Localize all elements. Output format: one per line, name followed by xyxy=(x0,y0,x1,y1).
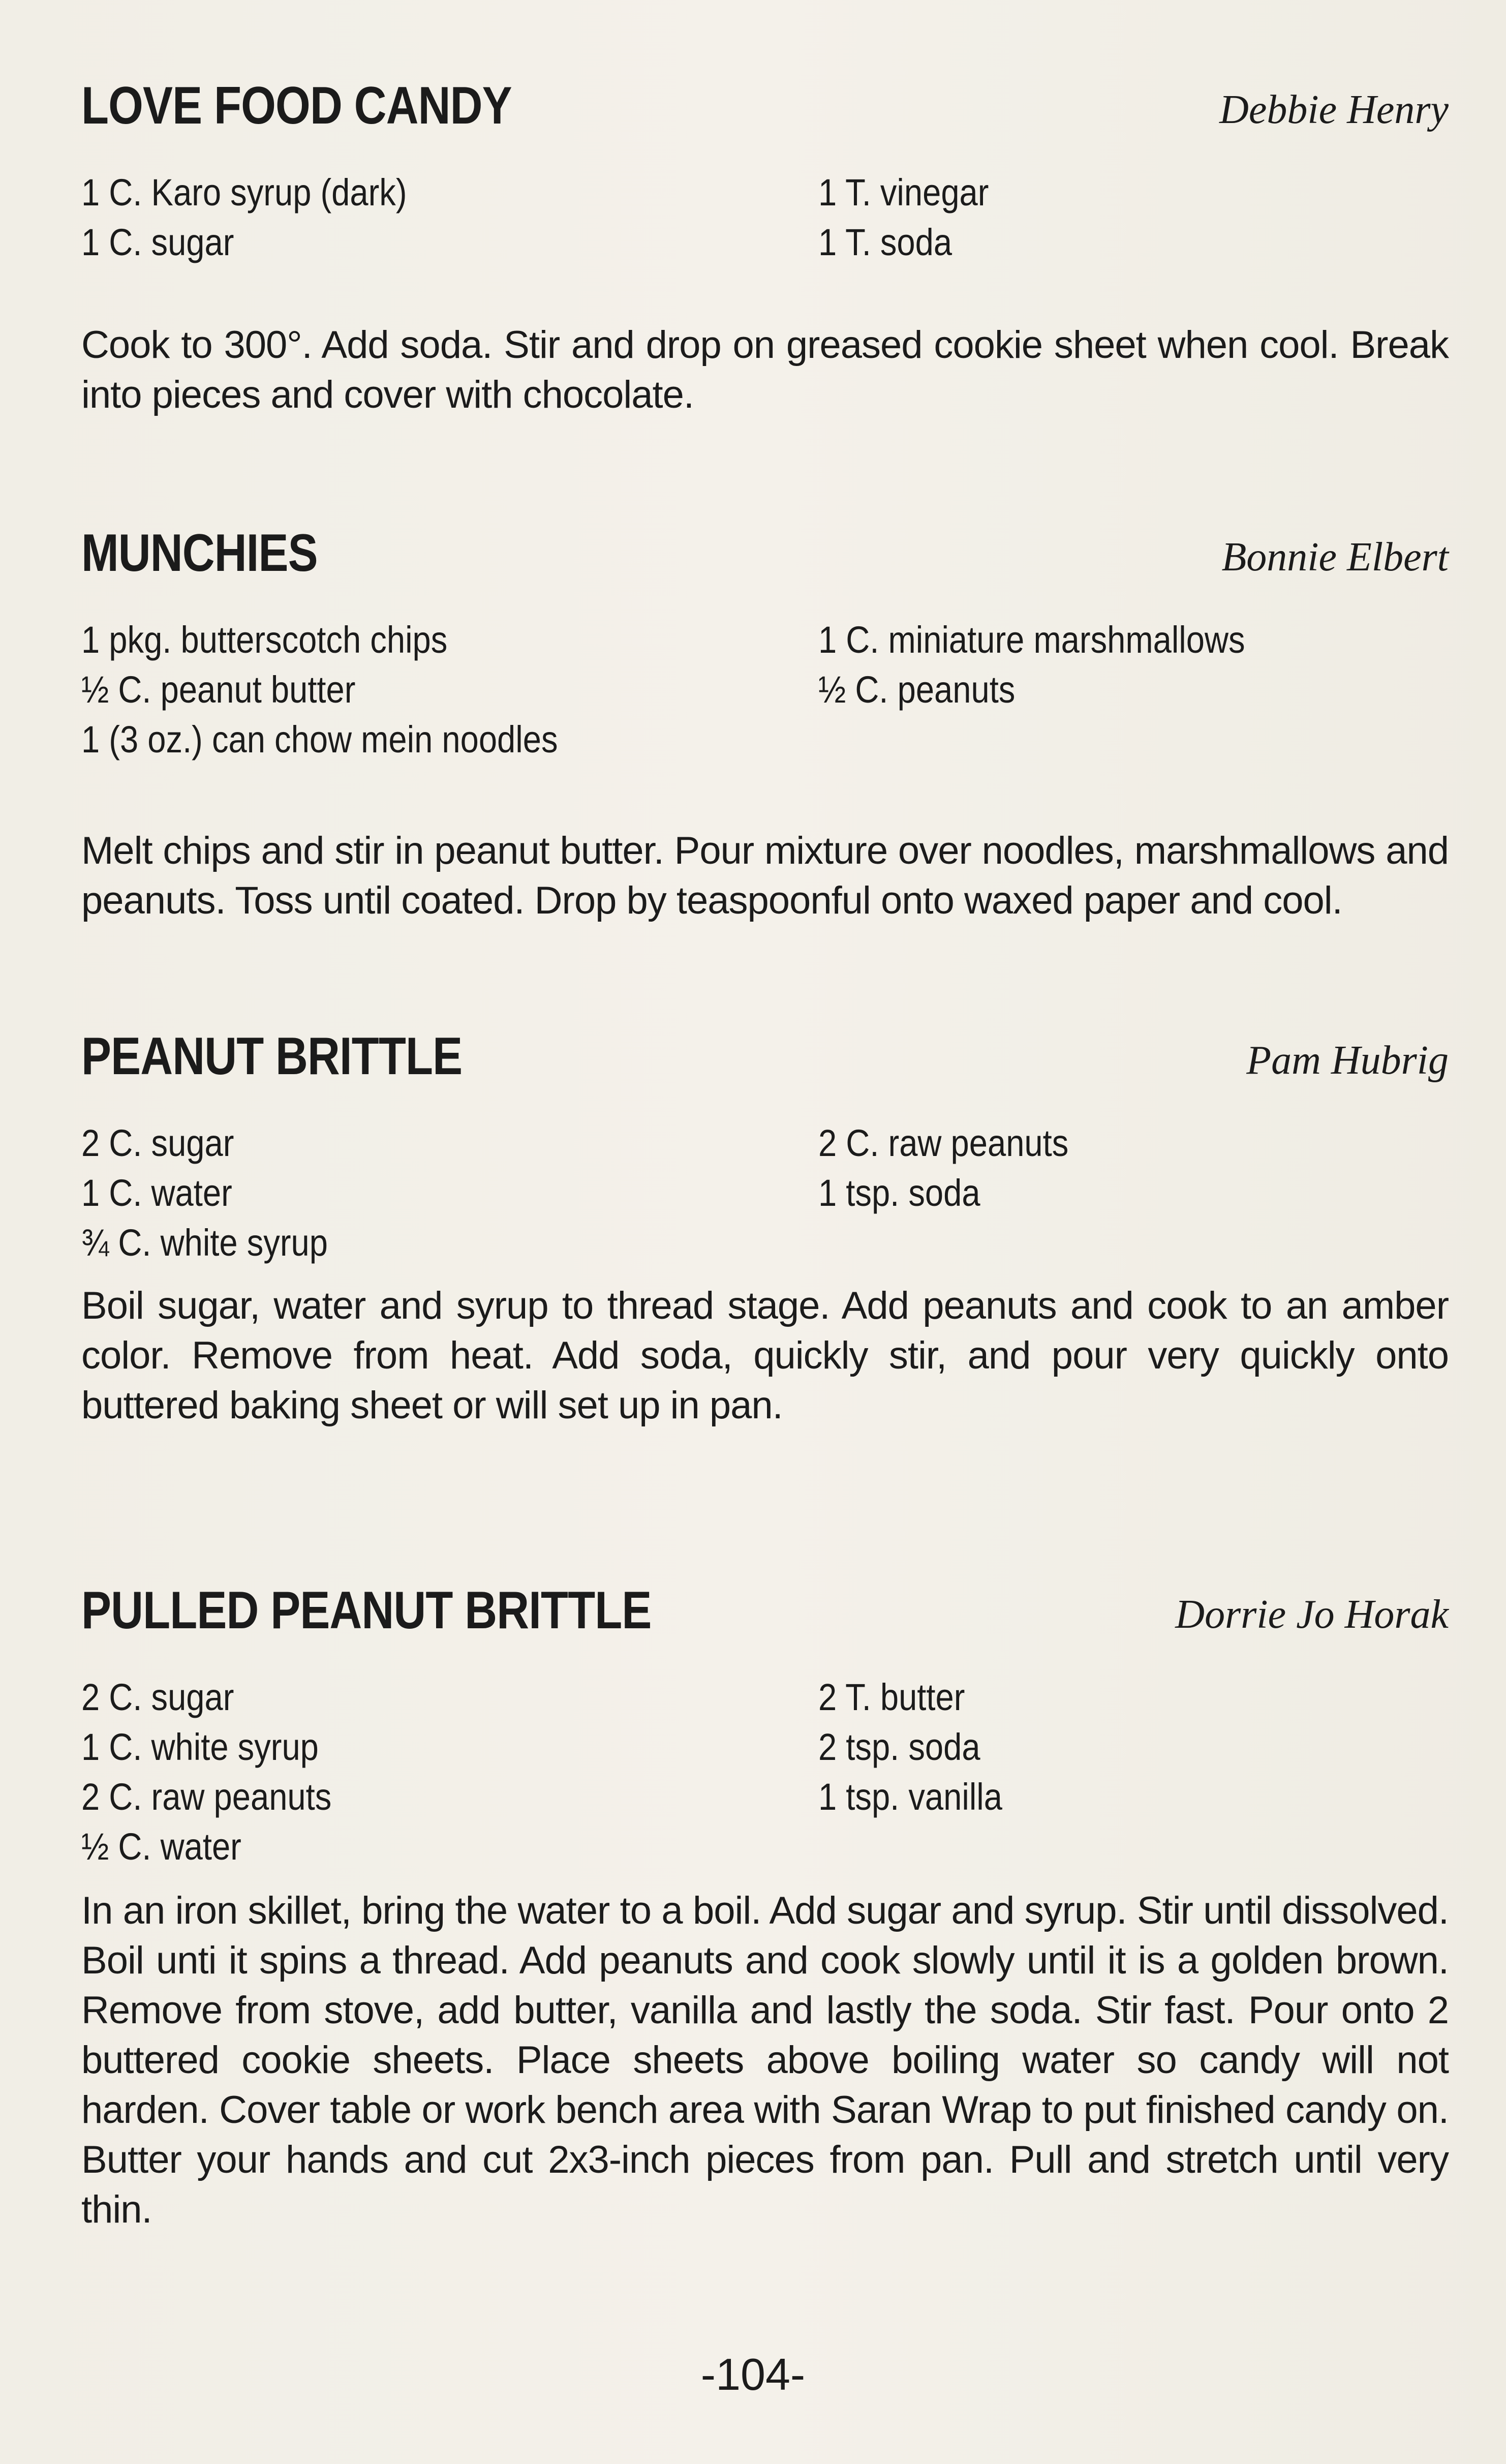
ingredient: ½ C. water xyxy=(81,1826,241,1868)
ingredients-right-column xyxy=(818,615,1303,715)
recipe-header xyxy=(81,1571,1449,1640)
ingredients-right-column xyxy=(818,168,1012,267)
ingredient: 2 C. sugar xyxy=(81,1676,234,1718)
page-number: -104- xyxy=(700,2349,806,2399)
ingredient: 1 T. soda xyxy=(818,221,952,263)
ingredient: 1 T. vinegar xyxy=(818,171,989,214)
recipe-peanut-brittle xyxy=(81,1017,1449,1500)
recipe-header xyxy=(81,513,1449,583)
ingredients-left-column xyxy=(81,1118,361,1268)
ingredients-left-column xyxy=(81,615,623,765)
recipe-love-food-candy xyxy=(81,66,1449,432)
recipe-title: MUNCHIES xyxy=(81,524,318,583)
ingredient: 1 tsp. soda xyxy=(818,1172,980,1214)
ingredient: 1 C. water xyxy=(81,1172,232,1214)
recipe-title: PEANUT BRITTLE xyxy=(81,1027,463,1086)
recipe-directions: Melt chips and stir in peanut butter. Pour mixture over noodles, marshmallows and peanuts. Toss until coated. Drop by teaspoonful onto waxed paper and cool. xyxy=(81,829,1449,922)
recipe-header xyxy=(81,66,1449,135)
recipe-author: Debbie Henry xyxy=(1219,87,1449,132)
ingredient: 1 C. white syrup xyxy=(81,1726,319,1768)
ingredient: 1 C. Karo syrup (dark) xyxy=(81,171,407,214)
ingredients-left-column xyxy=(81,168,451,267)
ingredient: 2 C. raw peanuts xyxy=(81,1776,332,1818)
recipe-author: Bonnie Elbert xyxy=(1221,535,1449,580)
ingredient: 1 C. miniature marshmallows xyxy=(818,619,1245,661)
recipe-directions: In an iron skillet, bring the water to a boil. Add sugar and syrup. Stir until dissolved. Boil unti it spins a thread. Add peanuts and cook slowly until it is a golden brown. Remove from stove, add butter, vanilla and lastly the soda. Stir fast. Pour onto 2 buttered cookie sheets. Place sheets above boiling water so candy will not harden. Cover table or work bench area with Saran Wrap to put finished candy on. Butter your hands and cut 2x3-inch pieces from pan. Pull and stretch until very thin. xyxy=(81,1889,1449,2231)
ingredient: 1 (3 oz.) can chow mein noodles xyxy=(81,718,558,761)
recipe-directions: Cook to 300°. Add soda. Stir and drop on greased cookie sheet when cool. Break into pieces and cover with chocolate. xyxy=(81,323,1449,416)
recipe-directions: Boil sugar, water and syrup to thread stage. Add peanuts and cook to an amber color. Remove from heat. Add soda, quickly stir, and pour very quickly onto buttered baking sheet or will set up in pan. xyxy=(81,1284,1449,1427)
ingredient: 1 pkg. butterscotch chips xyxy=(81,619,448,661)
ingredients-left-column xyxy=(81,1672,365,1872)
ingredient: 1 tsp. vanilla xyxy=(818,1776,1002,1818)
ingredients-right-column xyxy=(818,1672,1027,1822)
recipe-author: Pam Hubrig xyxy=(1246,1038,1449,1083)
ingredient: 2 C. sugar xyxy=(81,1122,234,1164)
recipe-title: LOVE FOOD CANDY xyxy=(81,76,512,135)
recipe-pulled-peanut-brittle xyxy=(81,1571,1449,2247)
recipe-header xyxy=(81,1017,1449,1086)
ingredient: 2 tsp. soda xyxy=(818,1726,980,1768)
recipe-munchies xyxy=(81,513,1449,951)
ingredient: ¾ C. white syrup xyxy=(81,1222,328,1264)
ingredient: ½ C. peanut butter xyxy=(81,668,356,711)
ingredient: 1 C. sugar xyxy=(81,221,234,263)
ingredients-right-column xyxy=(818,1118,1102,1218)
ingredient: 2 T. butter xyxy=(818,1676,965,1718)
ingredient: ½ C. peanuts xyxy=(818,668,1016,711)
recipe-title: PULLED PEANUT BRITTLE xyxy=(81,1581,652,1640)
recipe-author: Dorrie Jo Horak xyxy=(1175,1592,1449,1637)
ingredient: 2 C. raw peanuts xyxy=(818,1122,1069,1164)
